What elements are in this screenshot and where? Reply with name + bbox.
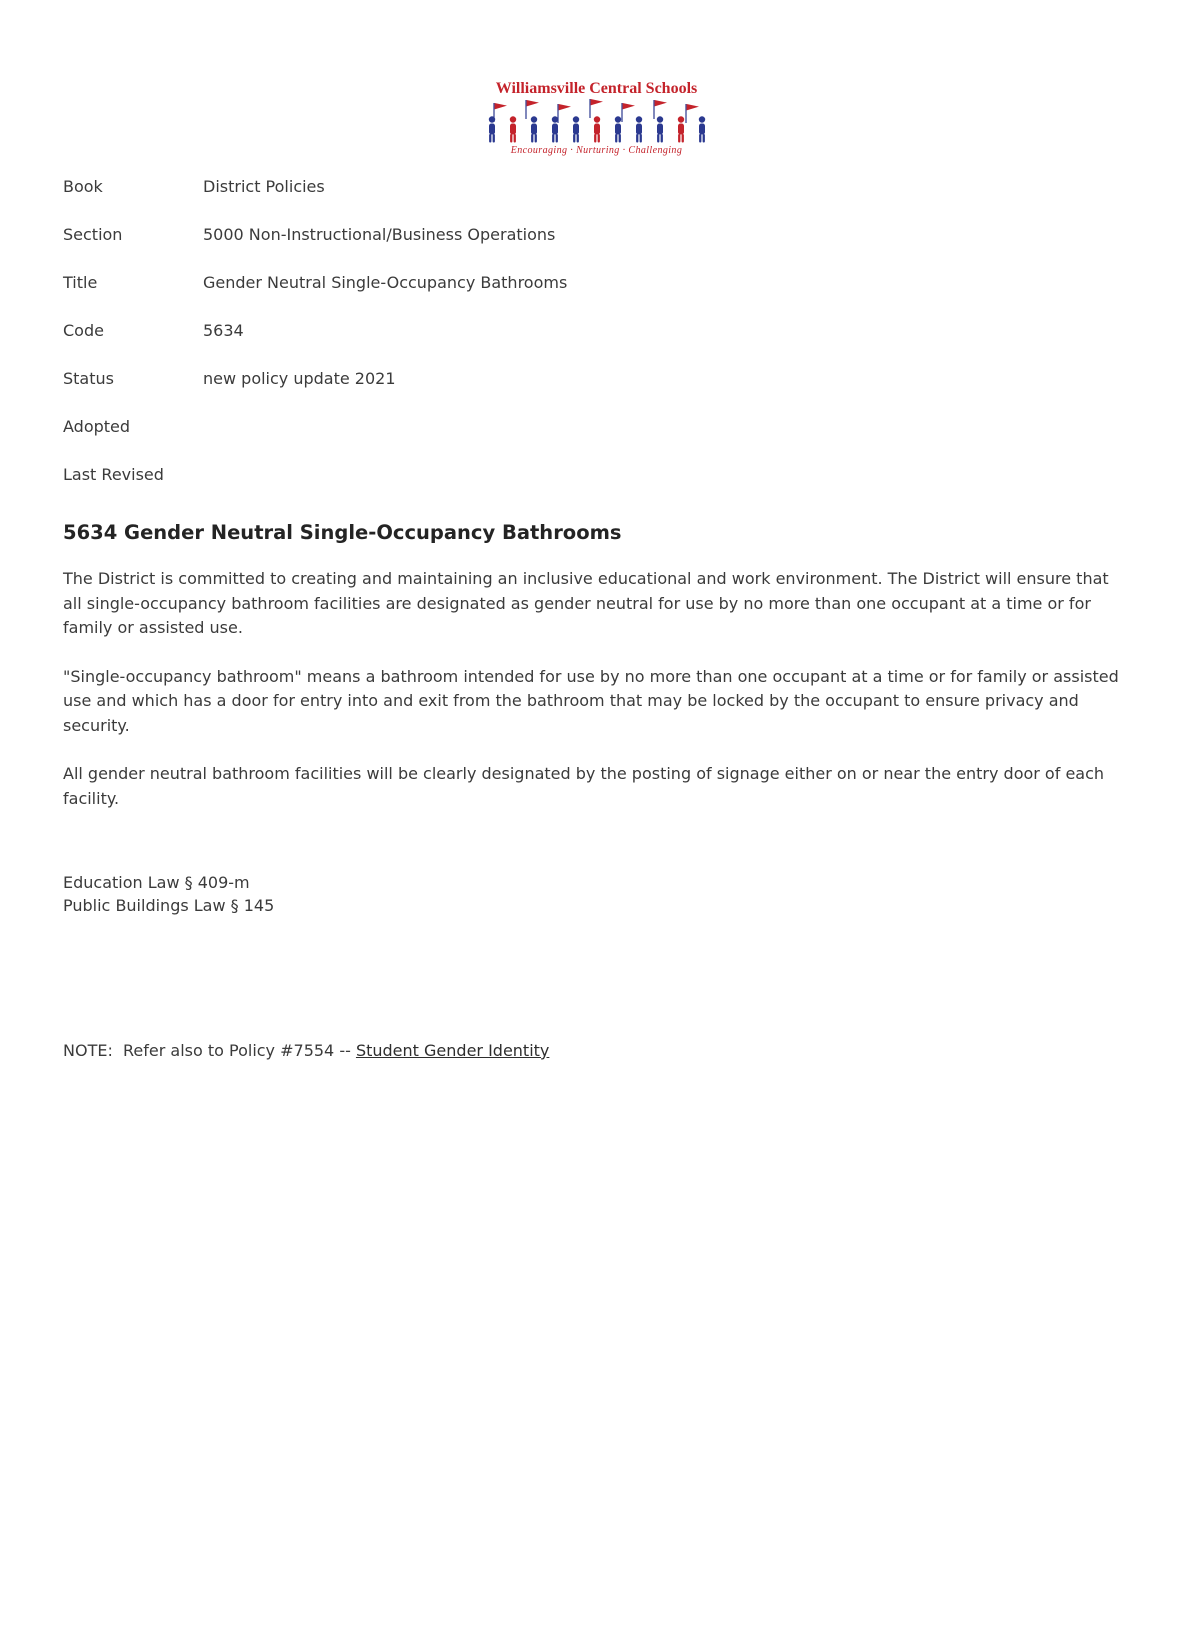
meta-value: [203, 417, 1130, 437]
legal-references: [63, 871, 1130, 917]
student-gender-identity-link[interactable]: Student Gender Identity: [355, 1041, 550, 1060]
policy-metadata: [63, 177, 1130, 485]
meta-label: Status: [63, 369, 114, 388]
meta-value: 5000 Non-Instructional/Business Operations: [203, 225, 556, 244]
legal-reference-line: Public Buildings Law § 145: [63, 896, 275, 915]
policy-heading: 5634 Gender Neutral Single-Occupancy Bathrooms: [63, 521, 622, 544]
school-logo-tagline: Encouraging · Nurturing · Challenging: [510, 145, 683, 156]
meta-label: Code: [63, 321, 104, 340]
meta-value: Gender Neutral Single-Occupancy Bathrooms: [203, 273, 568, 292]
logo-children-flags-art: [478, 99, 716, 145]
meta-label: Last Revised: [63, 465, 164, 484]
policy-document-page: [0, 80, 1200, 1063]
policy-paragraph: The District is committed to creating and maintaining an inclusive educational and work environment. The District will ensure that all single-occupancy bathroom facilities are designated as gender neutral for use by no more than one occupant at a time or for family or assisted use.: [63, 569, 1109, 637]
meta-value: [203, 465, 1130, 485]
meta-row-last-revised: [63, 465, 1130, 485]
legal-reference-line: Education Law § 409-m: [63, 873, 250, 892]
meta-label: Title: [63, 273, 98, 292]
meta-row-title: [63, 273, 1130, 293]
meta-row-code: [63, 321, 1130, 341]
policy-paragraph: All gender neutral bathroom facilities will be clearly designated by the posting of signage either on or near the entry door of each facility.: [63, 764, 1105, 808]
meta-label: Adopted: [63, 417, 131, 436]
meta-value: 5634: [203, 321, 244, 340]
meta-row-status: [63, 369, 1130, 389]
meta-row-section: [63, 225, 1130, 245]
policy-note: [63, 1039, 1130, 1063]
meta-row-book: [63, 177, 1130, 197]
school-logo: [467, 80, 727, 157]
meta-value: District Policies: [203, 177, 325, 196]
school-logo-title: Williamsville Central Schools: [495, 80, 698, 97]
policy-paragraph: "Single-occupancy bathroom" means a bathroom intended for use by no more than one occupant at a time or for family or assisted use and which has a door for entry into and exit from the bathroom that may be locked by the occupant to ensure privacy and security.: [63, 666, 1119, 735]
meta-value: new policy update 2021: [203, 369, 396, 388]
note-text: NOTE: Refer also to Policy #7554 --: [63, 1041, 356, 1060]
meta-row-adopted: [63, 417, 1130, 437]
meta-label: Book: [63, 177, 103, 196]
meta-label: Section: [63, 225, 123, 244]
